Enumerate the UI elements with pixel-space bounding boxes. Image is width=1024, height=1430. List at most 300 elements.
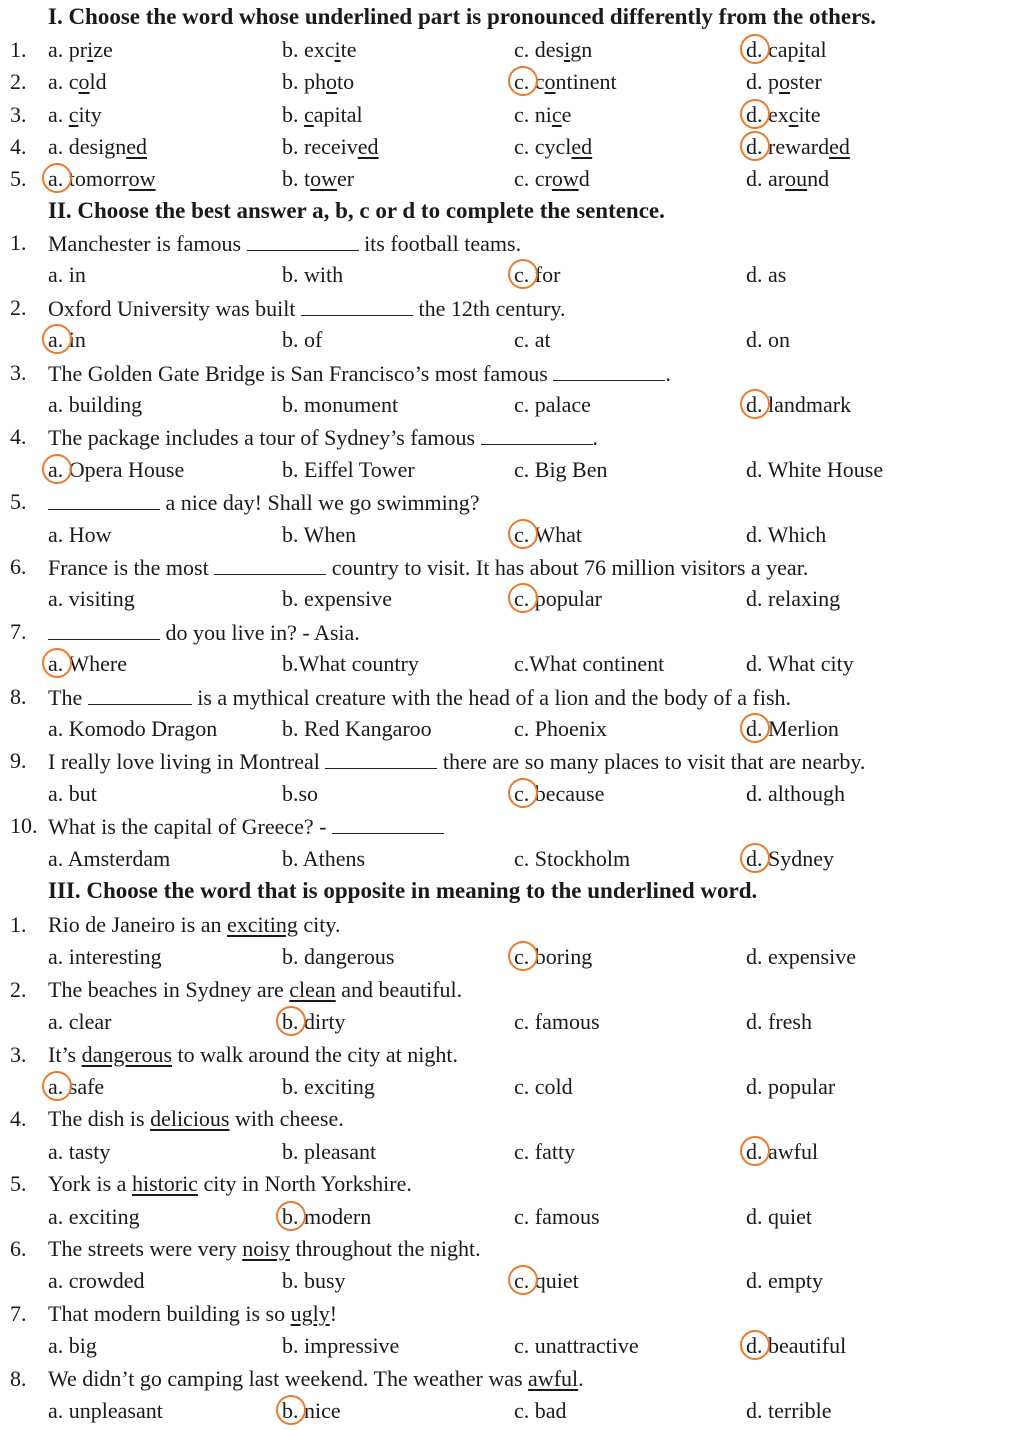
option-c[interactable] — [514, 102, 571, 128]
option-b[interactable] — [282, 651, 419, 677]
option-b[interactable] — [282, 716, 432, 742]
stem-text: . — [578, 1365, 584, 1391]
option-letter: b. — [282, 37, 299, 62]
answer-blank[interactable] — [88, 684, 192, 705]
option-letter: d. — [746, 133, 763, 159]
option-a[interactable] — [48, 846, 170, 872]
underlined-part: ed — [829, 133, 850, 159]
underlined-part: i — [798, 37, 805, 62]
answer-circle — [42, 648, 72, 678]
option-a[interactable] — [48, 1398, 163, 1424]
option-letter: c. — [514, 1333, 530, 1359]
option-a[interactable] — [48, 944, 162, 970]
option-row — [0, 781, 1024, 813]
option-c[interactable] — [514, 1009, 600, 1035]
option-letter: d. — [746, 1138, 763, 1164]
answer-blank[interactable] — [214, 554, 326, 575]
answer-circle — [740, 99, 770, 129]
answer-blank[interactable] — [247, 230, 359, 251]
option-d[interactable] — [746, 846, 834, 872]
option-letter: d. — [746, 1268, 763, 1294]
option-b[interactable] — [282, 1009, 346, 1035]
option-letter-wrap — [48, 716, 63, 742]
underlined-part: c — [551, 101, 562, 127]
option-letter: d. — [746, 780, 763, 806]
option-c[interactable] — [514, 392, 591, 418]
option-letter-wrap — [48, 1139, 63, 1165]
option-b[interactable] — [282, 166, 354, 192]
underlined-part: i — [87, 37, 94, 62]
question-row — [0, 295, 1024, 327]
option-text: safe — [68, 1074, 105, 1099]
option-letter: a. — [48, 1398, 64, 1423]
underlined-part: ow — [128, 166, 156, 192]
option-letter: d. — [746, 845, 763, 871]
option-text: empty — [768, 1268, 823, 1294]
option-text: bad — [534, 1398, 567, 1423]
option-c[interactable] — [514, 846, 630, 872]
underlined-part: ow — [310, 166, 338, 192]
option-text: at — [534, 327, 551, 353]
question-number: 8. — [10, 1365, 27, 1391]
option-b[interactable] — [282, 522, 356, 548]
option-c[interactable] — [514, 651, 664, 677]
option-b[interactable] — [282, 37, 357, 63]
option-b[interactable] — [282, 1333, 399, 1359]
option-row — [0, 716, 1024, 748]
option-c[interactable] — [514, 586, 602, 612]
option-letter: c. — [514, 845, 530, 871]
stem-text: The dish is — [48, 1106, 151, 1132]
option-letter: d. — [746, 586, 763, 612]
option-a[interactable] — [48, 262, 86, 288]
section-heading: I. Choose the word whose underlined part is pronounced differently from the others. — [48, 4, 877, 29]
option-d[interactable] — [746, 166, 829, 192]
option-letter-wrap — [48, 781, 63, 807]
option-d[interactable] — [746, 392, 851, 418]
option-letter-wrap — [514, 69, 529, 95]
option-letter-wrap — [282, 1139, 299, 1165]
option-text: but — [68, 780, 97, 806]
option-text: relaxing — [768, 586, 841, 612]
option-text: famous — [534, 1009, 600, 1035]
option-d[interactable] — [746, 1139, 818, 1165]
option-text: What city — [767, 651, 854, 677]
option-letter-wrap — [746, 1009, 763, 1035]
option-text: receiv — [304, 133, 358, 159]
option-letter-wrap — [746, 651, 763, 677]
option-letter-wrap — [746, 262, 763, 288]
option-d[interactable] — [746, 37, 827, 63]
option-a[interactable] — [48, 134, 147, 160]
option-c[interactable] — [514, 37, 592, 63]
option-row — [0, 586, 1024, 618]
option-letter-wrap — [746, 781, 763, 807]
option-letter: b. — [282, 521, 299, 547]
option-letter-wrap — [48, 944, 63, 970]
option-letter: c. — [514, 780, 530, 806]
option-letter-wrap — [48, 102, 63, 128]
option-c[interactable] — [514, 1333, 639, 1359]
option-letter-wrap — [48, 1074, 63, 1100]
option-d[interactable] — [746, 1204, 812, 1230]
answer-circle — [276, 1006, 306, 1036]
option-letter: c. — [514, 327, 530, 353]
option-letter: c. — [514, 1398, 530, 1423]
option-text: busy — [304, 1268, 346, 1294]
question-number: 2. — [10, 976, 27, 1002]
option-d[interactable] — [746, 102, 821, 128]
option-c[interactable] — [514, 134, 592, 160]
option-c[interactable] — [514, 1268, 579, 1294]
option-letter: b. — [282, 392, 299, 417]
option-a[interactable] — [48, 586, 135, 612]
option-d[interactable] — [746, 716, 839, 742]
option-c[interactable] — [514, 262, 560, 288]
underlined-part: o — [779, 69, 790, 95]
option-a[interactable] — [48, 781, 97, 807]
option-c[interactable] — [514, 716, 607, 742]
option-letter: b. — [282, 1009, 299, 1035]
stem-text: Rio de Janeiro is an — [48, 912, 228, 937]
option-letter: a. — [48, 1009, 64, 1035]
stem-text: The — [48, 684, 88, 710]
option-text: des — [534, 37, 565, 62]
option-letter: b. — [282, 944, 299, 970]
option-d[interactable] — [746, 1009, 812, 1035]
question-row — [0, 1366, 1024, 1398]
option-letter: b. — [282, 1268, 299, 1294]
question-stem — [48, 1042, 458, 1068]
underlined-part: c — [68, 101, 79, 127]
option-d[interactable] — [746, 327, 790, 353]
option-d[interactable] — [746, 522, 826, 548]
option-text: although — [768, 780, 845, 806]
option-b[interactable] — [282, 327, 322, 353]
option-a[interactable] — [48, 392, 142, 418]
option-letter: a. — [48, 392, 64, 417]
option-text: er — [337, 166, 355, 192]
option-a[interactable] — [48, 457, 184, 483]
option-row — [0, 102, 1024, 134]
option-d[interactable] — [746, 457, 883, 483]
answer-blank[interactable] — [481, 424, 593, 445]
answer-circle — [508, 519, 538, 549]
option-letter-wrap — [282, 134, 299, 160]
option-row — [0, 134, 1024, 166]
option-a[interactable] — [48, 1204, 140, 1230]
option-letter: c. — [514, 716, 530, 741]
option-letter: c. — [514, 1074, 530, 1099]
option-text: exciting — [304, 1074, 375, 1099]
question-number: 3. — [10, 359, 27, 385]
option-c[interactable] — [514, 457, 608, 483]
question-stem — [48, 813, 444, 840]
option-letter: d. — [746, 37, 763, 62]
option-letter: a. — [48, 37, 64, 62]
option-letter: c. — [514, 586, 530, 612]
option-d[interactable] — [746, 1333, 846, 1359]
option-text: t — [304, 166, 311, 192]
answer-blank[interactable] — [48, 619, 160, 640]
option-text: dangerous — [304, 944, 395, 970]
answer-circle — [508, 259, 538, 289]
option-c[interactable] — [514, 944, 592, 970]
option-letter-wrap — [48, 457, 63, 483]
option-letter-wrap — [48, 651, 63, 677]
option-letter: a. — [48, 521, 64, 547]
option-b[interactable] — [282, 1268, 346, 1294]
option-c[interactable] — [514, 1398, 567, 1424]
option-letter-wrap — [514, 651, 529, 677]
option-letter-wrap — [514, 457, 529, 483]
option-letter: b. — [282, 456, 299, 482]
option-letter: c. — [514, 262, 530, 288]
question-stem — [48, 977, 462, 1003]
option-a[interactable] — [48, 651, 127, 677]
option-d[interactable] — [746, 1074, 835, 1100]
option-letter: b. — [282, 586, 299, 612]
underlined-part: o — [78, 69, 90, 95]
question-row — [0, 554, 1024, 586]
option-text: expensive — [304, 586, 392, 612]
answer-circle — [740, 713, 770, 743]
option-d[interactable] — [746, 1398, 832, 1424]
option-text: pr — [68, 37, 88, 62]
underlined-word: clean — [289, 976, 336, 1002]
option-text: palace — [534, 392, 591, 417]
option-row — [0, 1204, 1024, 1236]
underlined-part: i — [564, 37, 571, 62]
option-letter: c. — [514, 133, 530, 159]
question-stem — [48, 1106, 344, 1132]
question-number: 5. — [10, 489, 27, 515]
option-letter: a. — [48, 69, 64, 95]
answer-circle — [508, 778, 538, 808]
question-number: 1. — [10, 912, 27, 937]
option-b[interactable] — [282, 134, 379, 160]
option-letter-wrap — [746, 102, 763, 128]
option-a[interactable] — [48, 1139, 110, 1165]
option-letter-wrap — [746, 1398, 763, 1424]
question-row — [0, 619, 1024, 651]
option-letter: d. — [746, 651, 763, 677]
question-stem — [48, 912, 340, 938]
underlined-part: c — [304, 101, 314, 127]
option-c[interactable] — [514, 781, 604, 807]
question-number: 8. — [10, 683, 27, 709]
option-letter: a. — [48, 456, 64, 482]
option-letter-wrap — [514, 1398, 529, 1424]
option-letter: a. — [48, 651, 64, 677]
question-row — [0, 360, 1024, 392]
option-d[interactable] — [746, 651, 854, 677]
option-a[interactable] — [48, 102, 102, 128]
underlined-word: awful — [528, 1365, 579, 1391]
option-letter-wrap — [746, 716, 763, 742]
option-text: Sydney — [768, 845, 834, 871]
option-text: ntinent — [555, 69, 617, 95]
option-d[interactable] — [746, 134, 850, 160]
stem-text: Manchester is famous — [48, 231, 247, 256]
underlined-part: ow — [551, 166, 579, 192]
option-b[interactable] — [282, 102, 363, 128]
option-b[interactable] — [282, 1398, 341, 1424]
option-a[interactable] — [48, 37, 113, 63]
answer-blank[interactable] — [325, 748, 437, 769]
option-b[interactable] — [282, 1074, 375, 1100]
option-letter-wrap — [282, 1009, 299, 1035]
option-text: Which — [767, 521, 827, 547]
option-c[interactable] — [514, 522, 582, 548]
option-d[interactable] — [746, 944, 856, 970]
option-b[interactable] — [282, 781, 318, 807]
option-a[interactable] — [48, 327, 86, 353]
option-text: Stockholm — [534, 845, 631, 871]
option-c[interactable] — [514, 1139, 575, 1165]
option-text: because — [534, 780, 605, 806]
option-c[interactable] — [514, 1204, 600, 1230]
option-letter-wrap — [514, 1074, 529, 1100]
option-text: famous — [534, 1203, 600, 1229]
option-letter-wrap — [48, 327, 63, 353]
stem-text: city in North Yorkshire. — [197, 1171, 412, 1197]
option-text: How — [68, 521, 112, 547]
option-row — [0, 1333, 1024, 1365]
option-letter: c. — [514, 1268, 530, 1294]
option-letter: d. — [746, 166, 763, 192]
option-letter: b. — [282, 651, 299, 677]
option-b[interactable] — [282, 586, 392, 612]
option-text: gn — [570, 37, 593, 62]
option-a[interactable] — [48, 716, 217, 742]
stem-text: What is the capital of Greece? - — [48, 814, 333, 840]
option-b[interactable] — [282, 457, 415, 483]
option-a[interactable] — [48, 1268, 145, 1294]
option-c[interactable] — [514, 166, 590, 192]
option-letter-wrap — [746, 944, 763, 970]
option-letter: c. — [514, 1138, 530, 1164]
option-b[interactable] — [282, 262, 343, 288]
answer-circle — [508, 66, 538, 96]
option-letter: d. — [746, 101, 763, 127]
option-d[interactable] — [746, 586, 840, 612]
answer-circle — [740, 131, 770, 161]
option-letter-wrap — [282, 37, 299, 63]
answer-circle — [740, 389, 770, 419]
stem-text: throughout the night. — [289, 1236, 481, 1261]
option-letter: a. — [48, 845, 64, 871]
option-b[interactable] — [282, 1204, 371, 1230]
option-letter-wrap — [746, 1204, 763, 1230]
option-a[interactable] — [48, 69, 107, 95]
option-row — [0, 1009, 1024, 1041]
question-number: 10. — [10, 813, 38, 839]
underlined-part: ed — [571, 133, 593, 159]
option-b[interactable] — [282, 846, 365, 872]
stem-text: its football teams. — [358, 231, 522, 256]
option-c[interactable] — [514, 1074, 573, 1100]
answer-blank[interactable] — [301, 295, 413, 316]
stem-text: a nice day! Shall we go swimming? — [160, 490, 480, 516]
stem-text: is a mythical creature with the head of a lion and the body of a fish. — [191, 684, 792, 710]
option-letter: d. — [746, 1203, 763, 1229]
option-letter: d. — [746, 392, 763, 417]
option-letter: a. — [48, 1268, 64, 1294]
option-letter: c. — [514, 521, 530, 547]
option-b[interactable] — [282, 944, 394, 970]
option-text: with — [304, 262, 344, 288]
answer-blank[interactable] — [332, 813, 444, 834]
option-d[interactable] — [746, 262, 786, 288]
option-text: c — [68, 69, 79, 95]
stem-text: We didn’t go camping last weekend. The weather was — [48, 1365, 529, 1391]
option-d[interactable] — [746, 1268, 823, 1294]
option-letter-wrap — [282, 457, 299, 483]
option-d[interactable] — [746, 781, 845, 807]
option-c[interactable] — [514, 327, 551, 353]
option-text: impressive — [304, 1333, 400, 1359]
option-row — [0, 846, 1024, 878]
option-text: on — [768, 327, 790, 353]
option-b[interactable] — [282, 69, 354, 95]
option-c[interactable] — [514, 69, 617, 95]
option-b[interactable] — [282, 1139, 376, 1165]
option-letter-wrap — [514, 1009, 529, 1035]
option-text: c — [534, 69, 545, 95]
stem-text: That modern building is so — [48, 1300, 291, 1326]
option-letter-wrap — [282, 716, 299, 742]
option-text: p — [768, 69, 779, 95]
option-letter: a. — [48, 327, 64, 353]
option-letter-wrap — [514, 37, 529, 63]
question-row — [0, 684, 1024, 716]
option-text: big — [68, 1333, 97, 1359]
answer-circle — [740, 34, 770, 64]
option-letter-wrap — [514, 1333, 529, 1359]
question-row — [0, 912, 1024, 944]
option-letter: d. — [746, 262, 763, 288]
option-a[interactable] — [48, 1333, 97, 1359]
question-number: 6. — [10, 1236, 27, 1261]
answer-blank[interactable] — [553, 360, 665, 381]
option-letter: d. — [746, 69, 763, 95]
answer-blank[interactable] — [48, 489, 160, 510]
option-letter-wrap — [48, 166, 63, 192]
option-a[interactable] — [48, 1074, 104, 1100]
question-number: 3. — [10, 1041, 27, 1067]
underlined-part: i — [334, 37, 341, 62]
option-text: tasty — [68, 1138, 111, 1164]
stem-text: ! — [329, 1300, 338, 1326]
option-letter-wrap — [282, 651, 299, 677]
section-heading: III. Choose the word that is opposite in meaning to the underlined word. — [48, 878, 758, 903]
option-text: popular — [768, 1074, 836, 1099]
option-letter: d. — [746, 327, 763, 353]
option-a[interactable] — [48, 522, 112, 548]
option-letter-wrap — [282, 1074, 299, 1100]
option-b[interactable] — [282, 392, 398, 418]
option-letter-wrap — [282, 69, 299, 95]
option-letter-wrap — [282, 1268, 299, 1294]
question-number: 4. — [10, 133, 27, 159]
option-text: exc — [304, 37, 335, 62]
option-letter-wrap — [282, 846, 299, 872]
option-text: interesting — [68, 944, 162, 970]
option-a[interactable] — [48, 1009, 112, 1035]
option-a[interactable] — [48, 166, 156, 192]
option-d[interactable] — [746, 69, 822, 95]
